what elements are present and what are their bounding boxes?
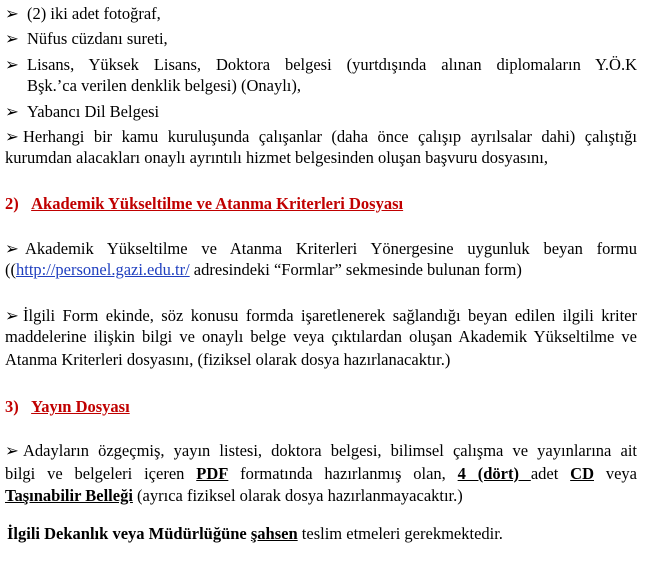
list-item: ➢ Lisans, Yüksek Lisans, Doktora belgesi (yurtdışında alınan diplomaların Y.Ö.K (5, 55, 637, 74)
arrow-bullet-icon: ➢ (5, 306, 19, 325)
list-item: ➢ Herhangi bir kamu kuruluşunda çalışanlar (daha önce çalışıp ayrılsalar dahi) çalıştığı (5, 127, 637, 146)
closing-statement: İlgili Dekanlık veya Müdürlüğüne şahsen teslim etmeleri gerekmektedir. (7, 524, 503, 543)
paragraph-line: maddelerine ilişkin bilgi ve onaylı belge veya çıktılardan oluşan Akademik Yükseltilme ve (5, 327, 637, 346)
paragraph-line: kurumdan alacakları onaylı ayrıntılı hizmet belgesinden oluşan başvuru dosyasını, (5, 148, 548, 167)
list-item: ➢ Yabancı Dil Belgesi (5, 102, 160, 121)
section-heading: 2) Akademik Yükseltilme ve Atanma Kriterleri Dosyası (5, 194, 404, 213)
arrow-bullet-icon: ➢ (5, 29, 19, 48)
section-heading: 3) Yayın Dosyası (5, 397, 130, 416)
personel-link[interactable]: http://personel.gazi.edu.tr/ (16, 260, 190, 279)
paragraph-line: ➢ İlgili Form ekinde, söz konusu formda işaretlenerek sağlandığı beyan edilen ilgili kriter (5, 306, 637, 325)
list-item-continuation: Bşk.’ca verilen denklik belgesi) (Onaylı), (27, 76, 301, 95)
list-item: ➢ Nüfus cüzdanı sureti, (5, 29, 168, 48)
paragraph-line: Taşınabilir Belleği (ayrıca fiziksel olarak dosya hazırlanmayacaktır.) (5, 486, 463, 505)
paragraph-line: ((http://personel.gazi.edu.tr/ adresindeki “Formlar” sekmesinde bulunan form) (5, 260, 522, 279)
arrow-bullet-icon: ➢ (5, 55, 19, 74)
paragraph-line: ➢ Adayların özgeçmiş, yayın listesi, doktora belgesi, bilimsel çalışma ve yayınlarına ait (5, 441, 637, 460)
paragraph-line: Atanma Kriterleri dosyasını, (fiziksel olarak dosya hazırlanacaktır.) (5, 350, 451, 369)
arrow-bullet-icon: ➢ (5, 4, 19, 23)
arrow-bullet-icon: ➢ (5, 239, 19, 258)
arrow-bullet-icon: ➢ (5, 102, 19, 121)
arrow-bullet-icon: ➢ (5, 127, 19, 146)
list-item: ➢ (2) iki adet fotoğraf, (5, 4, 161, 23)
paragraph-line: bilgi ve belgeleri içeren PDF formatında hazırlanmış olan, 4 (dört) adet CD veya (5, 464, 637, 483)
paragraph-line: ➢ Akademik Yükseltilme ve Atanma Kriterleri Yönergesine uygunluk beyan formu (5, 239, 637, 258)
arrow-bullet-icon: ➢ (5, 441, 19, 460)
